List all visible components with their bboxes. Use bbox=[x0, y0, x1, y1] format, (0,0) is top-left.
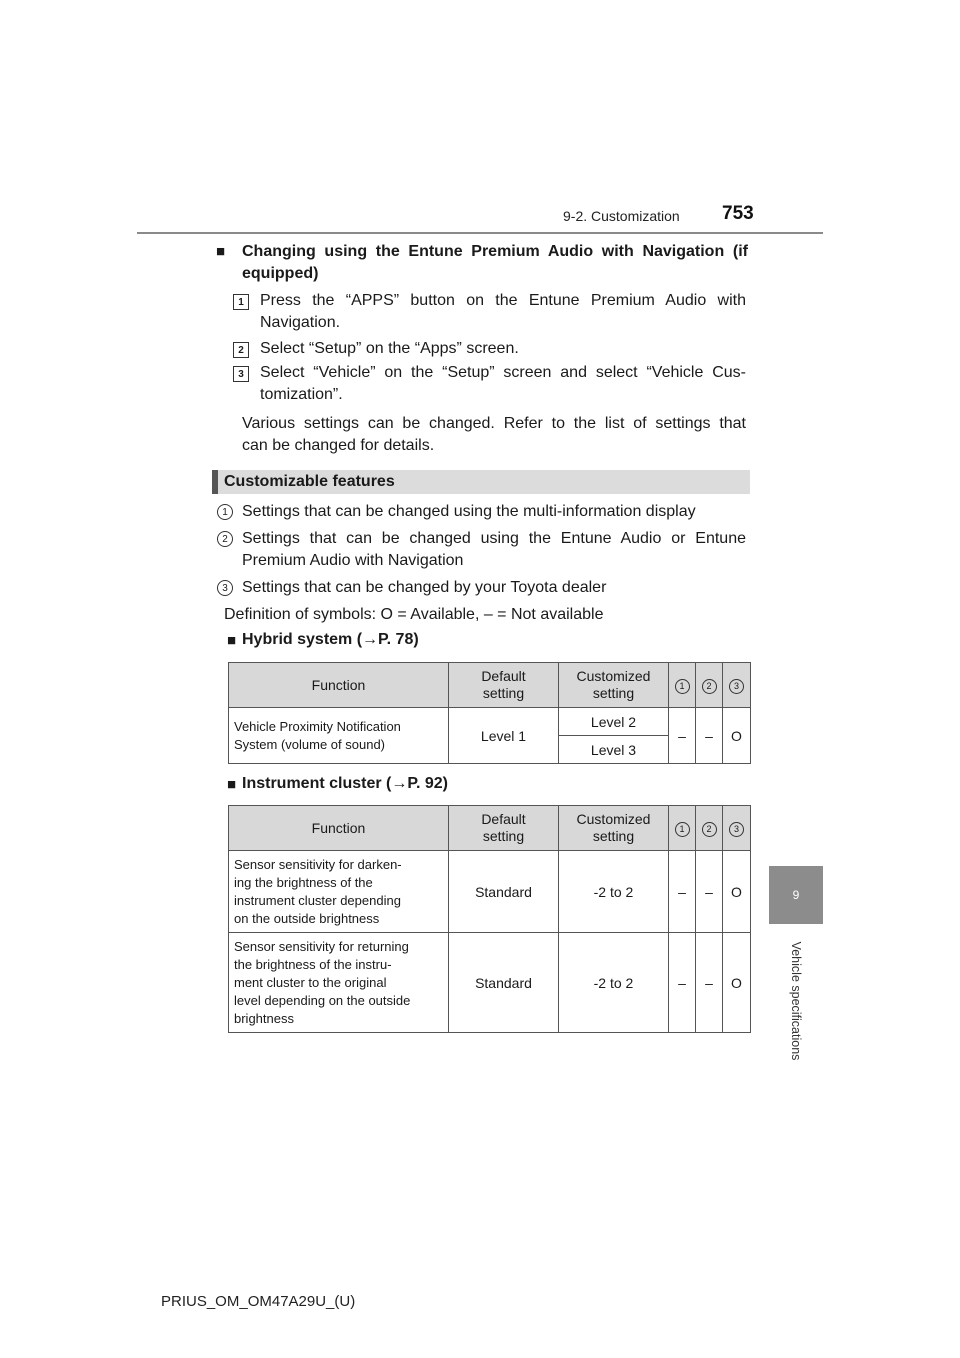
header-default: Default setting bbox=[449, 663, 559, 708]
header-col-2: 2 bbox=[696, 663, 723, 708]
square-bullet-icon: ■ bbox=[216, 243, 226, 260]
section-label: 9-2. Customization bbox=[563, 208, 680, 224]
header-function: Function bbox=[229, 663, 449, 708]
instrument-table bbox=[228, 805, 751, 1033]
arrow-icon: → bbox=[391, 775, 408, 792]
hybrid-heading bbox=[242, 629, 419, 651]
page-number: 753 bbox=[722, 203, 754, 224]
arrow-icon: → bbox=[362, 631, 379, 648]
instrument-default-cell-1: Standard bbox=[449, 851, 559, 933]
step-1-line2: Navigation. bbox=[260, 314, 341, 331]
instrument-custom-cell-1: -2 to 2 bbox=[559, 851, 669, 933]
customizable-features-bar bbox=[212, 470, 750, 494]
step-3-box: 3 bbox=[233, 366, 249, 382]
step-3-line2: tomization”. bbox=[260, 386, 343, 403]
hybrid-function-cell: Vehicle Proximity Notification System (volume of sound) bbox=[229, 708, 449, 764]
header-col-3: 3 bbox=[723, 806, 751, 851]
legend-2-icon: 2 bbox=[217, 531, 233, 547]
symbol-definition: Definition of symbols: O = Available, – = Not available bbox=[224, 606, 604, 623]
instrument-default-cell-2: Standard bbox=[449, 933, 559, 1033]
entune-heading-line2: equipped) bbox=[242, 265, 319, 282]
header-col-1: 1 bbox=[669, 806, 696, 851]
customizable-features-title: Customizable features bbox=[224, 473, 395, 490]
chapter-number: 9 bbox=[792, 888, 800, 902]
step-1-box: 1 bbox=[233, 294, 249, 310]
legend-3-icon: 3 bbox=[217, 580, 233, 596]
instrument-c1-cell-1: – bbox=[669, 851, 696, 933]
header-col-3: 3 bbox=[723, 663, 751, 708]
instrument-heading bbox=[242, 773, 448, 795]
square-bullet-icon: ■ bbox=[227, 632, 237, 649]
legend-1-text: Settings that can be changed using the multi-information display bbox=[242, 503, 696, 520]
table-header-row bbox=[229, 806, 751, 851]
instrument-c2-cell-2: – bbox=[696, 933, 723, 1033]
header-rule bbox=[137, 232, 823, 234]
chapter-title-text: Vehicle specifications bbox=[789, 941, 803, 1061]
instrument-c1-cell-2: – bbox=[669, 933, 696, 1033]
hybrid-c2-cell: – bbox=[696, 708, 723, 764]
hybrid-c1-cell: – bbox=[669, 708, 696, 764]
instrument-c3-cell-1: O bbox=[723, 851, 751, 933]
step-2-line1: Select “Setup” on the “Apps” screen. bbox=[260, 340, 519, 357]
header-default: Default setting bbox=[449, 806, 559, 851]
instrument-c3-cell-2: O bbox=[723, 933, 751, 1033]
step-3-line1: Select “Vehicle” on the “Setup” screen and select “Vehicle Cus- bbox=[260, 364, 746, 381]
note-line2: can be changed for details. bbox=[242, 437, 435, 454]
legend-2-line1: Settings that can be changed using the Entune Audio or Entune bbox=[242, 530, 746, 547]
note-line1: Various settings can be changed. Refer to the list of settings that bbox=[242, 415, 746, 432]
hybrid-default-cell: Level 1 bbox=[449, 708, 559, 764]
hybrid-table bbox=[228, 662, 751, 764]
hybrid-c3-cell: O bbox=[723, 708, 751, 764]
instrument-custom-cell-2: -2 to 2 bbox=[559, 933, 669, 1033]
table-header-row bbox=[229, 663, 751, 708]
header-col-2: 2 bbox=[696, 806, 723, 851]
entune-heading-line1: Changing using the Entune Premium Audio with Navigation (if bbox=[242, 243, 748, 260]
legend-1-icon: 1 bbox=[217, 504, 233, 520]
step-1-line1: Press the “APPS” button on the Entune Premium Audio with bbox=[260, 292, 746, 309]
chapter-title bbox=[786, 930, 806, 1072]
step-2-box: 2 bbox=[233, 342, 249, 358]
hybrid-custom-cell-a: Level 2 bbox=[559, 708, 669, 736]
hybrid-title: Hybrid system ( bbox=[242, 631, 363, 648]
table-row bbox=[229, 933, 751, 1033]
legend-3-text: Settings that can be changed by your Toyota dealer bbox=[242, 579, 607, 596]
table-row bbox=[229, 708, 751, 736]
hybrid-page-ref[interactable]: P. 78) bbox=[378, 631, 419, 648]
header-customized: Customized setting bbox=[559, 806, 669, 851]
instrument-function-cell-1: Sensor sensitivity for darken- ing the brightness of the instrument cluster depending on the outside brightness bbox=[229, 851, 449, 933]
instrument-title: Instrument cluster ( bbox=[242, 775, 392, 792]
legend-2-line2: Premium Audio with Navigation bbox=[242, 552, 464, 569]
header-col-1: 1 bbox=[669, 663, 696, 708]
header-customized: Customized setting bbox=[559, 663, 669, 708]
instrument-page-ref[interactable]: P. 92) bbox=[407, 775, 448, 792]
header-function: Function bbox=[229, 806, 449, 851]
chapter-tab bbox=[769, 866, 823, 924]
document-code: PRIUS_OM_OM47A29U_(U) bbox=[161, 1293, 356, 1310]
instrument-c2-cell-1: – bbox=[696, 851, 723, 933]
table-row bbox=[229, 851, 751, 933]
hybrid-custom-cell-b: Level 3 bbox=[559, 736, 669, 764]
square-bullet-icon: ■ bbox=[227, 776, 237, 793]
bar-accent bbox=[212, 470, 218, 494]
instrument-function-cell-2: Sensor sensitivity for returning the brightness of the instru- ment cluster to the original level depending on the outside brightness bbox=[229, 933, 449, 1033]
